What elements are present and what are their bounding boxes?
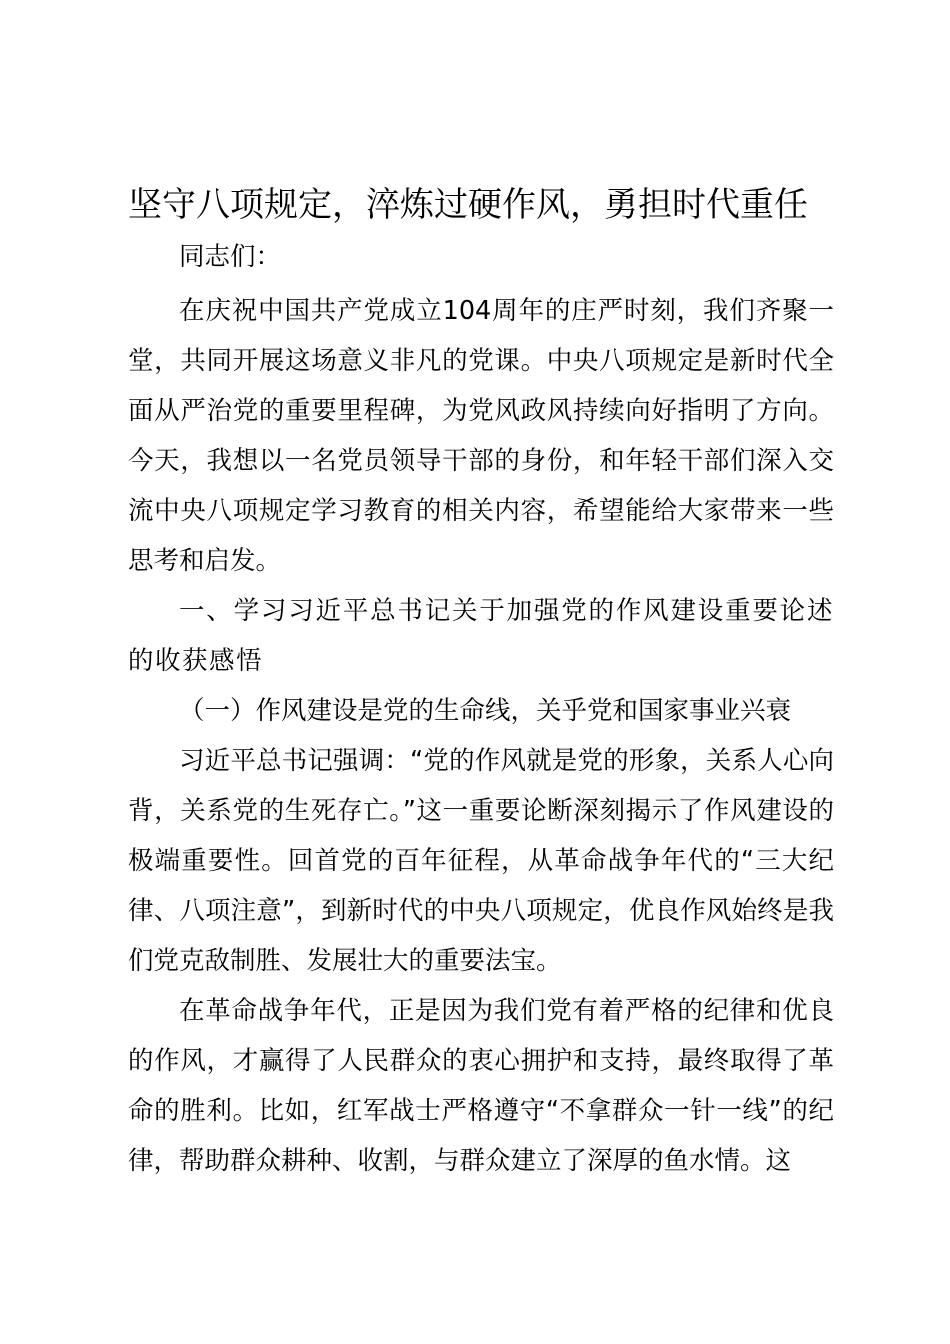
document-title: 坚守八项规定，淬炼过硬作风，勇担时代重任 — [128, 185, 808, 225]
paragraph-quote: 习近平总书记强调：“党的作风就是党的形象，关系人心向背，关系党的生死存亡。”这一重要论断深刻揭示了作风建设的极端重要性。回首党的百年征程，从革命战争年代的“三大纪律、八项注意”，到新时代的中央八项规定，优良作风始终是我们党克敌制胜、发展壮大的重要法宝。 — [128, 746, 834, 976]
paragraph-intro: 在庆祝中国共产党成立104周年的庄严时刻，我们齐聚一堂，共同开展这场意义非凡的党课。中央八项规定是新时代全面从严治党的重要里程碑，为党风政风持续向好指明了方向。今天，我想以一名党员领导干部的身份，和年轻干部们深入交流中央八项规定学习教育的相关内容，希望能给大家带来一些思考和启发。 — [128, 296, 834, 576]
subsection-heading-1: （一）作风建设是党的生命线，关乎党和国家事业兴衰 — [179, 696, 792, 726]
document-body — [128, 232, 834, 1186]
paragraph-revolution: 在革命战争年代，正是因为我们党有着严格的纪律和优良的作风，才赢得了人民群众的衷心拥护和支持，最终取得了革命的胜利。比如，红军战士严格遵守“不拿群众一针一线”的纪律，帮助群众耕种、收割，与群众建立了深厚的鱼水情。这 — [128, 996, 834, 1176]
section-heading-1: 一、学习习近平总书记关于加强党的作风建设重要论述的收获感悟 — [128, 596, 834, 676]
greeting: 同志们： — [179, 242, 282, 272]
